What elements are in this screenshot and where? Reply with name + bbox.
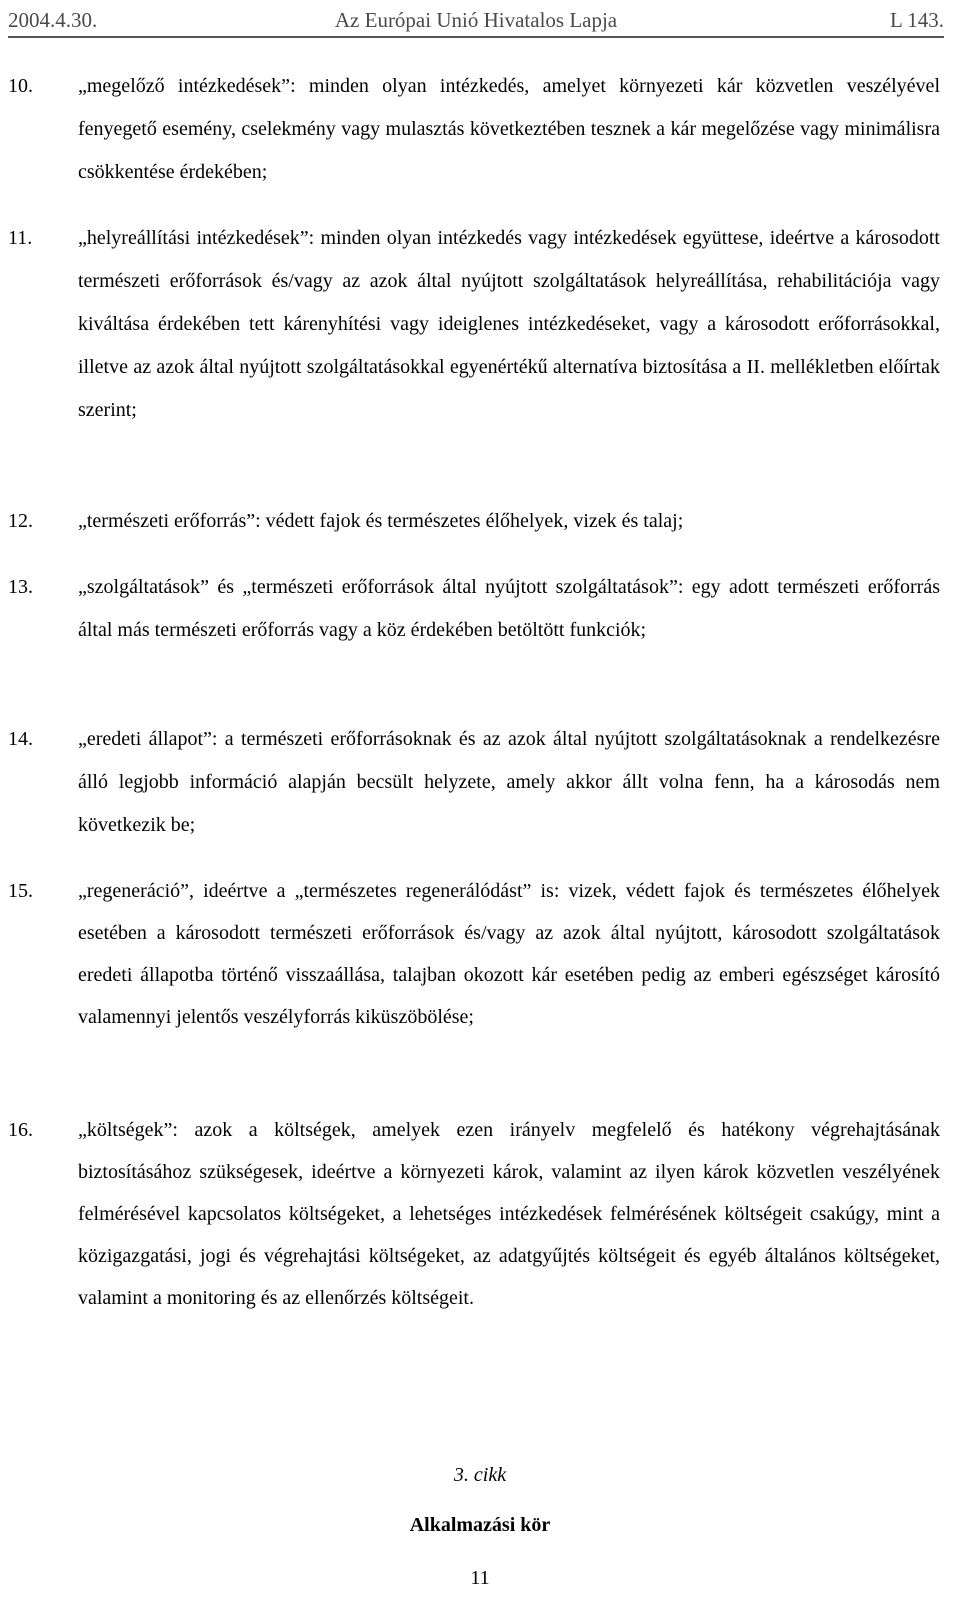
item-text: „eredeti állapot”: a természeti erőforrásoknak és az azok által nyújtott szolgáltatásoknak a rendelkezésre álló legjobb információ alapján becsült helyzete, amely akkor állt volna fenn, ha a károsodás nem következik be; — [78, 728, 940, 836]
item-number: 15. — [8, 880, 33, 902]
header-page-reference: L 143. — [889, 8, 944, 32]
item-number: 10. — [8, 75, 33, 97]
page-number: 11 — [470, 1567, 490, 1589]
definition-item-15 — [8, 870, 940, 1038]
item-number: 14. — [8, 728, 33, 750]
item-text: „költségek”: azok a költségek, amelyek ezen irányelv megfelelő és hatékony végrehajtásának biztosításához szükségesek, ideértve a környezeti károk, valamint az ilyen károk közvetlen veszélyének felmérésével kapcsolatos költségeket, a lehetséges intézkedések felmérésének költségeit csakúgy, mint a közigazgatási, jogi és végrehajtási költségeket, az adatgyűjtés költségeit és egyéb általános költségeket, valamint a monitoring és az ellenőrzés költségeit. — [78, 1119, 940, 1309]
article-title: Alkalmazási kör — [409, 1514, 551, 1536]
item-text: „természeti erőforrás”: védett fajok és természetes élőhelyek, vizek és talaj; — [78, 510, 684, 532]
definition-item-12 — [8, 500, 940, 543]
item-number: 12. — [8, 510, 33, 532]
item-text: „szolgáltatások” és „természeti erőforrások által nyújtott szolgáltatások”: egy adott természeti erőforrás által más természeti erőforrás vagy a köz érdekében betöltött funkciók; — [78, 576, 940, 641]
item-text: „helyreállítási intézkedések”: minden olyan intézkedés vagy intézkedések együttese, ideértve a károsodott természeti erőforrások és/vagy az azok által nyújtott szolgáltatások helyreállítása, rehabilitációja vagy kiváltása érdekében tett kárenyhítési vagy ideiglenes intézkedéseket, vagy a károsodott erőforrásokkal, illetve az azok által nyújtott szolgáltatásokkal egyenértékű alternatíva biztosítása a II. mellékletben előírtak szerint; — [78, 227, 940, 421]
item-number: 11. — [8, 227, 33, 249]
header-journal-title: Az Európai Unió Hivatalos Lapja — [334, 8, 618, 32]
item-text: „regeneráció”, ideértve a „természetes regenerálódást” is: vizek, védett fajok és természetes élőhelyek esetében a károsodott természeti erőforrások és/vagy az azok által nyújtott, károsodott szolgáltatások eredeti állapotba történő visszaállása, talajban okozott kár esetében pedig az emberi egészséget károsító valamennyi jelentős veszélyforrás kiküszöbölése; — [78, 880, 940, 1028]
header-rule — [8, 36, 944, 38]
definition-item-14 — [8, 718, 940, 847]
definition-item-16 — [8, 1109, 940, 1319]
header-date: 2004.4.30. — [8, 8, 98, 32]
article-number: 3. cikk — [453, 1464, 507, 1486]
definition-item-13 — [8, 566, 940, 652]
item-text: „megelőző intézkedések”: minden olyan intézkedés, amelyet környezeti kár közvetlen veszélyével fenyegető esemény, cselekmény vagy mulasztás következtében tesznek a kár megelőzése vagy minimálisra csökkentése érdekében; — [78, 75, 940, 183]
definition-item-11 — [8, 217, 940, 432]
item-number: 16. — [8, 1119, 33, 1141]
item-number: 13. — [8, 576, 33, 598]
definition-item-10 — [8, 65, 940, 194]
page-header — [8, 6, 944, 34]
